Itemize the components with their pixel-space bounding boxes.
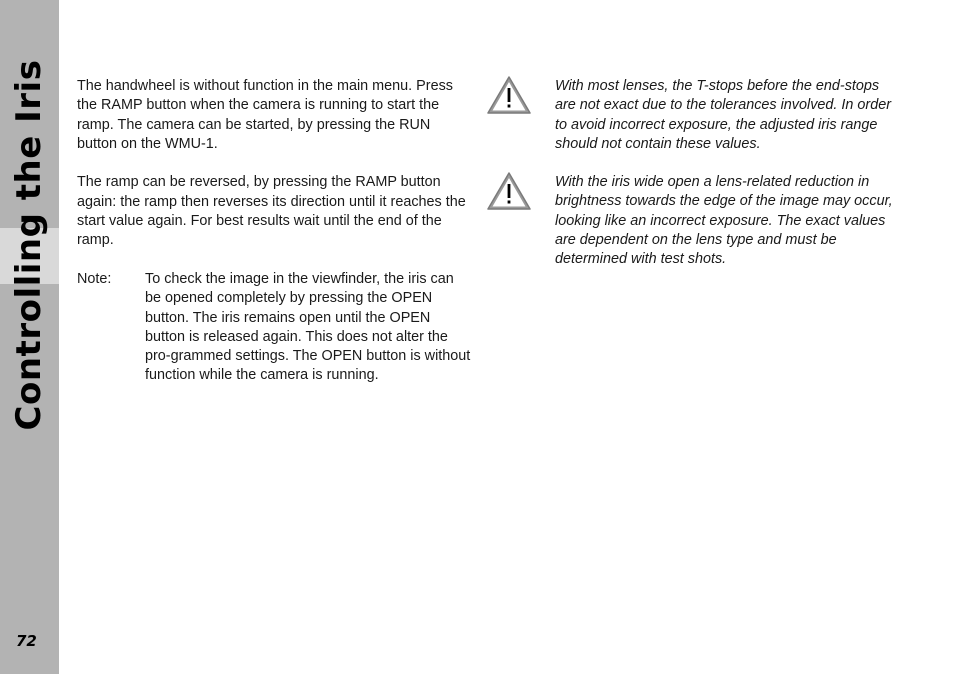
note-text: To check the image in the viewfinder, the iris can be opened completely by pressing the OPEN button. The iris remains open until the OPEN button is released again. This does not alter the pro-grammed settings. The OPEN button is without function while the camera is running. (145, 270, 471, 384)
warning-text: With most lenses, the T-stops before the end-stops are not exact due to the tolerances involved. In order to avoid incorrect exposure, the adjusted iris range should not contain these values. (555, 78, 891, 152)
note-label: Note: (77, 270, 112, 287)
section-title: Controlling the Iris (9, 59, 49, 431)
note-block (77, 270, 472, 386)
warning-triangle-icon (486, 171, 532, 211)
warning-block (486, 77, 896, 154)
warning-block (486, 173, 896, 269)
ramp-reverse-paragraph: The ramp can be reversed, by pressing the RAMP button again: the ramp then reverses its direction until it reaches the start value again. For best results wait until the end of the ramp. (77, 174, 466, 249)
warning-triangle-icon (486, 75, 532, 115)
left-column (77, 77, 472, 386)
ramp-start-paragraph: The handwheel is without function in the main menu. Press the RAMP button when the camera is running to start the ramp. The camera can be started, by pressing the RUN button on the WMU-1. (77, 78, 453, 152)
page-number: 72 (16, 632, 37, 650)
warning-text: With the iris wide open a lens-related reduction in brightness towards the edge of the image may occur, looking like an incorrect exposure. The exact values are dependent on the lens type and must be determined with test shots. (555, 174, 893, 268)
